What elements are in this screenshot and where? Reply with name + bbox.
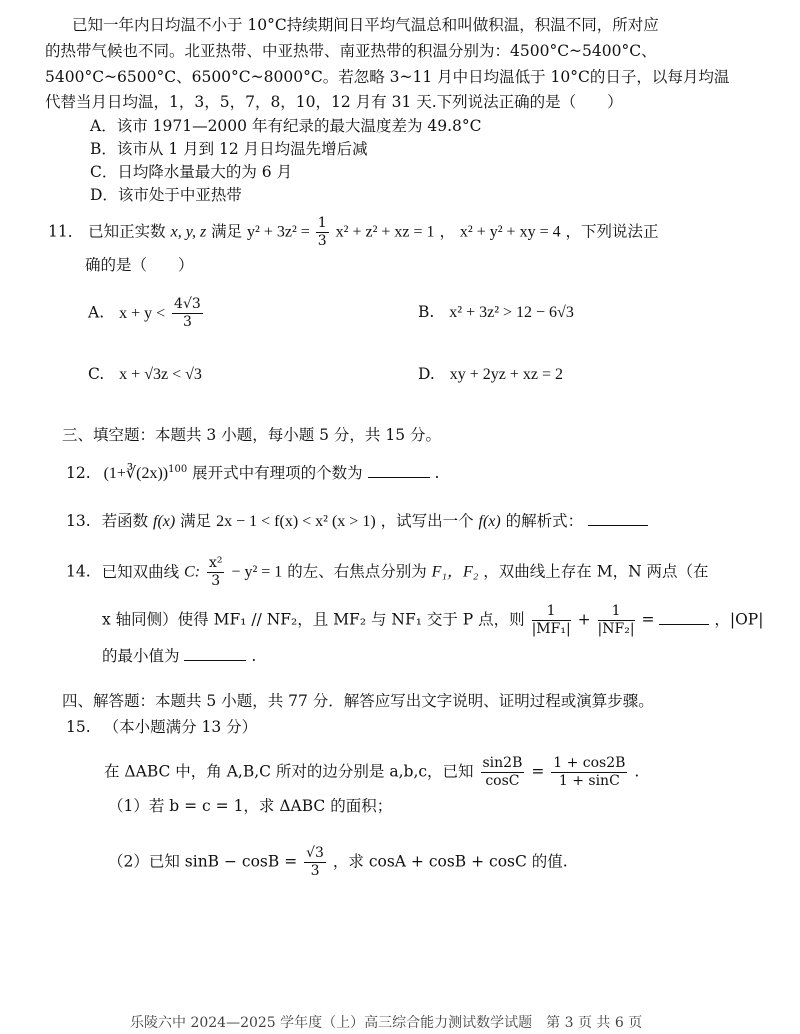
q11-option-a <box>88 296 205 331</box>
q12-expr: (1+∛(2x)) <box>103 465 169 482</box>
q14-line3: 的最小值为 <box>102 647 180 665</box>
q15-part-1: （1）若 b = c = 1，求 ΔABC 的面积； <box>108 797 393 815</box>
q15-stem-a: 在 ΔABC 中，角 A,B,C 所对的边分别是 a,b,c，已知 <box>104 762 474 781</box>
q11-option-d-label: D. <box>418 365 435 383</box>
q13-text-d: 的解析式： <box>505 512 584 530</box>
q11-vars: x, y, z <box>170 223 207 241</box>
q11-stem-suffix: ，下列说法正 <box>565 222 659 241</box>
q11-eq1-right: x² + z² + xz = 1 <box>335 223 435 241</box>
q12-text: 展开式中有理项的个数为 <box>192 464 363 482</box>
q14-frac-num: x² <box>208 555 223 571</box>
q14-number: 14. <box>66 562 91 581</box>
q15-f1-num: sin2B <box>482 755 523 771</box>
q14-eq: = <box>641 610 655 629</box>
q10-option-b: B．该市从 1 月到 12 月日均温先增后减 <box>90 140 368 158</box>
q14-plus: + <box>577 610 596 629</box>
q14-frac-den: 3 <box>211 573 221 589</box>
q15-score: （本小题满分 13 分） <box>103 718 258 736</box>
q14-fraction-mf1 <box>532 603 571 638</box>
q10-stem-line-2: 的热带气候也不同。北亚热带、中亚热带、南亚热带的积温分别为：4500°C~5400°C、 <box>45 42 657 60</box>
q12-answer-blank[interactable] <box>368 463 430 478</box>
q14-line2-end: ，|OP| <box>714 610 764 629</box>
q15-f1-den: cosC <box>485 773 520 789</box>
q11-option-a-den: 3 <box>182 314 192 330</box>
q10-option-d: D．该市处于中亚热带 <box>90 186 242 204</box>
q14-frac2-num: 1 <box>532 603 571 621</box>
q11-option-c <box>88 363 202 386</box>
q11-option-a-fraction <box>172 296 203 331</box>
q14-line-3 <box>102 645 256 667</box>
q14-curve-name: C: <box>184 563 201 581</box>
q14-frac2-den: |MF₁| <box>531 621 571 637</box>
q13-text-c: ，试写出一个 <box>380 512 479 530</box>
q15-fraction-1 <box>481 755 525 790</box>
q13-answer-blank[interactable] <box>588 511 648 526</box>
q15-p2-den: 3 <box>310 863 320 879</box>
q15-number: 15. <box>66 718 91 736</box>
q14-text-c: ，双曲线上存在 M，N 两点（在 <box>483 562 709 581</box>
q15-f2-num: 1 + cos2B <box>553 755 626 771</box>
q11-frac-den: 3 <box>317 233 327 249</box>
q13-fx-2: f(x) <box>478 513 501 530</box>
q10-option-a: A．该市 1971—2000 年有纪录的最大温度差为 49.8°C <box>90 117 482 135</box>
q11-eq1-left: y² + 3z² = <box>247 223 314 241</box>
q12-end: . <box>434 464 440 482</box>
q11-option-a-num: 4√3 <box>174 296 201 312</box>
q14-answer-blank-2[interactable] <box>184 646 246 661</box>
q11-eq1-fraction <box>316 215 329 250</box>
q10-stem-line-1: 已知一年内日均温不小于 10°C持续期间日平均气温总和叫做积温，积温不同，所对应 <box>72 16 659 34</box>
q11-option-d <box>418 363 563 386</box>
q11-option-a-left: x + y < <box>119 304 166 322</box>
q14-text-a: 已知双曲线 <box>101 562 185 581</box>
q11-stem-line-1: 11． 已知正实数 x, y, z 满足 y² + 3z² = $\frac{1}{3}$ x² + z² + xz = 1 ， x² + y² + xy = 4 ，下列说法正 <box>48 215 659 249</box>
q15-eq: = <box>531 762 550 781</box>
q15-p2-num: √3 <box>306 845 324 861</box>
q15-f2-den: 1 + sinC <box>558 773 620 789</box>
q14-line3-end: . <box>251 647 257 665</box>
q15-stem-end: . <box>634 762 640 781</box>
q12-line <box>66 462 439 485</box>
q14-fraction-nf2 <box>598 603 635 638</box>
q15-part2-b: ，求 cosA + cosB + cosC 的值. <box>332 852 568 871</box>
q14-line-2 <box>102 603 763 638</box>
q13-fx: f(x) <box>153 513 176 530</box>
q14-curve-rest: − y² = 1 <box>231 563 283 581</box>
q10-stem-line-3: 5400°C~6500°C、6500°C~8000°C。若忽略 3~11 月中日均温低于 10°C的日子，以每月均温 <box>45 68 730 86</box>
q12-exponent: 100 <box>168 463 188 475</box>
q11-eq2: x² + y² + xy = 4 <box>459 223 561 241</box>
q15-part-2 <box>108 845 568 880</box>
q11-stem-line-2: 确的是（ ） <box>85 256 194 274</box>
q14-frac3-num: 1 <box>598 603 635 621</box>
section-3-title: 三、填空题：本题共 3 小题，每小题 5 分，共 15 分。 <box>62 426 442 444</box>
q15-part2-fraction <box>304 845 326 880</box>
q14-answer-blank-1[interactable] <box>659 610 709 625</box>
q14-foci: F₁，F₂ <box>431 563 479 581</box>
q11-option-c-text: x + √3z < √3 <box>119 366 202 383</box>
q10-option-c: C．日均降水量最大的为 6 月 <box>90 163 293 181</box>
q15-fraction-2 <box>551 755 627 790</box>
q12-number: 12. <box>66 464 91 482</box>
q10-stem-line-4: 代替当月日均温，1，3，5，7，8，10，12 月有 31 天.下列说法正确的是（ ） <box>45 93 623 111</box>
q15-stem <box>104 755 639 790</box>
q13-number: 13. <box>66 512 91 530</box>
q11-stem-prefix: 已知正实数 <box>88 222 166 241</box>
q11-option-b-label: B. <box>418 303 435 321</box>
q14-line2-a: x 轴同侧）使得 MF₁ // NF₂，且 MF₂ 与 NF₁ 交于 P 点，则 <box>102 610 525 629</box>
q11-stem-mid: 满足 <box>211 222 248 241</box>
q14-line-1 <box>66 555 709 590</box>
q15-header <box>66 716 257 738</box>
q14-curve-fraction <box>207 555 225 590</box>
q11-frac-num: 1 <box>317 215 327 231</box>
q13-text-b: 满足 <box>180 512 217 530</box>
q11-number: 11． <box>48 222 84 241</box>
q11-option-d-text: xy + 2yz + xz = 2 <box>449 366 564 383</box>
q11-option-a-label: A. <box>88 303 105 322</box>
q14-text-b: 的左、右焦点分别为 <box>287 562 432 581</box>
page-footer: 乐陵六中 2024—2025 学年度（上）高三综合能力测试数学试题 第 3 页 共 6 页 <box>130 1015 643 1031</box>
section-4-title: 四、解答题：本题共 5 小题，共 77 分．解答应写出文字说明、证明过程或演算步骤。 <box>62 692 654 710</box>
q13-line <box>66 510 648 533</box>
q15-part2-a: （2）已知 sinB − cosB = <box>108 852 303 871</box>
q11-option-b-text: x² + 3z² > 12 − 6√3 <box>449 304 574 321</box>
q13-inequality: 2x − 1 < f(x) < x² (x > 1) <box>216 513 376 530</box>
q11-option-c-label: C. <box>88 365 105 383</box>
q11-option-b <box>418 301 574 324</box>
q13-text-a: 若函数 <box>101 512 154 530</box>
q14-frac3-den: |NF₂| <box>597 621 635 637</box>
